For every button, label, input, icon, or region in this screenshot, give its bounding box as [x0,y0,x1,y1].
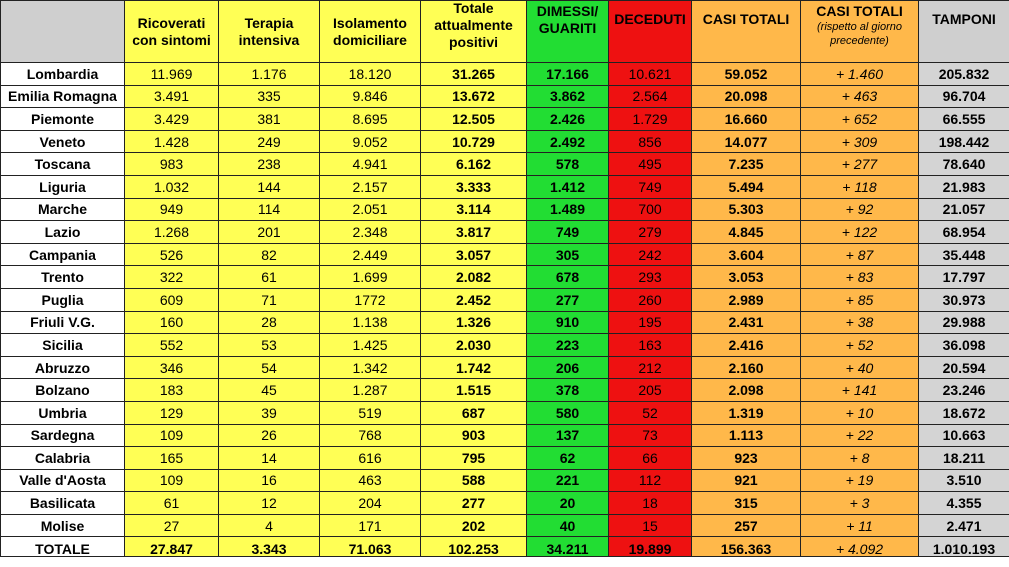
region-name: Campania [1,243,125,266]
cell-ricoverati: 11.969 [125,63,219,86]
cell-totale-positivi: 12.505 [421,108,527,131]
table-row [1,401,1009,424]
cell-casi-diff: + 85 [801,288,919,311]
cell-casi-totali: 315 [692,492,801,515]
table-row [1,198,1009,221]
region-name: Emilia Romagna [1,85,125,108]
cell-deceduti: 52 [609,401,692,424]
cell-terapia: 28 [219,311,320,334]
cell-ricoverati: 609 [125,288,219,311]
cell-totale-positivi: 3.057 [421,243,527,266]
table-row [1,469,1009,492]
cell-tamponi: 21.983 [919,175,1009,198]
cell-terapia: 82 [219,243,320,266]
table-row [1,311,1009,334]
cell-casi-diff: + 118 [801,175,919,198]
cell-isolamento: 204 [320,492,421,515]
total-casi-diff: + 4.092 [801,537,919,557]
cell-casi-diff: + 83 [801,266,919,289]
region-name: Lombardia [1,63,125,86]
cell-casi-diff: + 10 [801,401,919,424]
cell-casi-diff: + 277 [801,153,919,176]
total-tamponi: 1.010.193 [919,537,1009,557]
cell-casi-diff: + 8 [801,447,919,470]
cell-terapia: 144 [219,175,320,198]
cell-terapia: 201 [219,221,320,244]
cell-isolamento: 4.941 [320,153,421,176]
cell-terapia: 26 [219,424,320,447]
cell-totale-positivi: 277 [421,492,527,515]
total-casi-totali: 156.363 [692,537,801,557]
cell-totale-positivi: 3.114 [421,198,527,221]
region-name: Bolzano [1,379,125,402]
cell-tamponi: 198.442 [919,130,1009,153]
cell-totale-positivi: 1.742 [421,356,527,379]
cell-ricoverati: 983 [125,153,219,176]
cell-ricoverati: 165 [125,447,219,470]
cell-terapia: 53 [219,334,320,357]
cell-casi-totali: 20.098 [692,85,801,108]
table-row [1,63,1009,86]
cell-ricoverati: 526 [125,243,219,266]
table-row [1,288,1009,311]
cell-deceduti: 856 [609,130,692,153]
cell-casi-diff: + 463 [801,85,919,108]
cell-ricoverati: 3.429 [125,108,219,131]
cell-isolamento: 171 [320,514,421,537]
cell-tamponi: 18.672 [919,401,1009,424]
region-name: Puglia [1,288,125,311]
cell-dimessi: 277 [527,288,609,311]
cell-dimessi: 20 [527,492,609,515]
region-name: Toscana [1,153,125,176]
table-row [1,514,1009,537]
cell-casi-totali: 14.077 [692,130,801,153]
cell-ricoverati: 183 [125,379,219,402]
cell-casi-totali: 923 [692,447,801,470]
table-row [1,85,1009,108]
cell-isolamento: 1.287 [320,379,421,402]
table-row [1,356,1009,379]
cell-terapia: 14 [219,447,320,470]
cell-isolamento: 8.695 [320,108,421,131]
cell-totale-positivi: 6.162 [421,153,527,176]
cell-casi-totali: 257 [692,514,801,537]
cell-isolamento: 1.138 [320,311,421,334]
cell-terapia: 249 [219,130,320,153]
cell-dimessi: 137 [527,424,609,447]
region-name: Marche [1,198,125,221]
cell-terapia: 39 [219,401,320,424]
cell-deceduti: 66 [609,447,692,470]
region-name: Piemonte [1,108,125,131]
cell-dimessi: 3.862 [527,85,609,108]
cell-casi-totali: 2.098 [692,379,801,402]
cell-totale-positivi: 3.817 [421,221,527,244]
header-deceduti: DECEDUTI [609,1,692,63]
cell-tamponi: 20.594 [919,356,1009,379]
table-row [1,130,1009,153]
cell-terapia: 1.176 [219,63,320,86]
cell-ricoverati: 949 [125,198,219,221]
header-row [1,1,1009,63]
cell-ricoverati: 1.032 [125,175,219,198]
cell-casi-diff: + 22 [801,424,919,447]
table-row [1,492,1009,515]
region-name: Lazio [1,221,125,244]
cell-casi-diff: + 652 [801,108,919,131]
cell-deceduti: 293 [609,266,692,289]
region-name: Umbria [1,401,125,424]
header-casi-diff: CASI TOTALI (rispetto al giorno precedente) [801,1,919,63]
cell-ricoverati: 109 [125,424,219,447]
cell-deceduti: 163 [609,334,692,357]
cell-casi-totali: 7.235 [692,153,801,176]
cell-terapia: 12 [219,492,320,515]
cell-deceduti: 112 [609,469,692,492]
total-totale-positivi: 102.253 [421,537,527,557]
cell-dimessi: 40 [527,514,609,537]
cell-ricoverati: 1.268 [125,221,219,244]
cell-tamponi: 78.640 [919,153,1009,176]
header-casi-totali: CASI TOTALI [692,1,801,63]
cell-dimessi: 17.166 [527,63,609,86]
cell-ricoverati: 61 [125,492,219,515]
region-name: Liguria [1,175,125,198]
cell-deceduti: 495 [609,153,692,176]
cell-tamponi: 35.448 [919,243,1009,266]
total-deceduti: 19.899 [609,537,692,557]
cell-casi-diff: + 309 [801,130,919,153]
cell-isolamento: 1772 [320,288,421,311]
cell-casi-totali: 5.494 [692,175,801,198]
cell-terapia: 61 [219,266,320,289]
cell-isolamento: 1.699 [320,266,421,289]
cell-dimessi: 580 [527,401,609,424]
cell-ricoverati: 322 [125,266,219,289]
cell-casi-totali: 2.989 [692,288,801,311]
cell-casi-totali: 1.113 [692,424,801,447]
table-row [1,221,1009,244]
cell-dimessi: 206 [527,356,609,379]
cell-isolamento: 1.342 [320,356,421,379]
cell-dimessi: 910 [527,311,609,334]
header-totale-positivi: Totale attualmente positivi [421,1,527,63]
cell-casi-diff: + 40 [801,356,919,379]
cell-ricoverati: 346 [125,356,219,379]
cell-dimessi: 678 [527,266,609,289]
region-name: Friuli V.G. [1,311,125,334]
cell-casi-diff: + 3 [801,492,919,515]
cell-totale-positivi: 2.452 [421,288,527,311]
cell-casi-diff: + 92 [801,198,919,221]
cell-totale-positivi: 10.729 [421,130,527,153]
cell-deceduti: 205 [609,379,692,402]
header-tamponi: TAMPONI [919,1,1009,63]
region-name: Valle d'Aosta [1,469,125,492]
region-name: Sardegna [1,424,125,447]
cell-casi-diff: + 11 [801,514,919,537]
cell-dimessi: 1.489 [527,198,609,221]
cell-dimessi: 221 [527,469,609,492]
cell-deceduti: 73 [609,424,692,447]
cell-totale-positivi: 588 [421,469,527,492]
total-isolamento: 71.063 [320,537,421,557]
header-isolamento: Isolamento domiciliare [320,1,421,63]
region-name: Veneto [1,130,125,153]
cell-deceduti: 10.621 [609,63,692,86]
cell-isolamento: 519 [320,401,421,424]
header-terapia: Terapia intensiva [219,1,320,63]
total-row [1,537,1009,557]
cell-deceduti: 700 [609,198,692,221]
cell-casi-diff: + 141 [801,379,919,402]
header-dimessi: DIMESSI/ GUARITI [527,1,609,63]
total-dimessi: 34.211 [527,537,609,557]
cell-casi-totali: 921 [692,469,801,492]
cell-casi-totali: 3.053 [692,266,801,289]
cell-casi-totali: 3.604 [692,243,801,266]
cell-terapia: 45 [219,379,320,402]
cell-tamponi: 2.471 [919,514,1009,537]
region-name: Abruzzo [1,356,125,379]
total-terapia: 3.343 [219,537,320,557]
cell-deceduti: 195 [609,311,692,334]
cell-dimessi: 1.412 [527,175,609,198]
cell-dimessi: 2.492 [527,130,609,153]
region-name: Sicilia [1,334,125,357]
region-name: Trento [1,266,125,289]
cell-casi-diff: + 19 [801,469,919,492]
table-row [1,334,1009,357]
cell-totale-positivi: 1.326 [421,311,527,334]
cell-terapia: 71 [219,288,320,311]
cell-isolamento: 2.157 [320,175,421,198]
cell-isolamento: 2.348 [320,221,421,244]
cell-deceduti: 2.564 [609,85,692,108]
cell-isolamento: 9.846 [320,85,421,108]
total-label: TOTALE [1,537,125,557]
cell-totale-positivi: 13.672 [421,85,527,108]
cell-terapia: 16 [219,469,320,492]
cell-totale-positivi: 202 [421,514,527,537]
cell-totale-positivi: 903 [421,424,527,447]
cell-totale-positivi: 1.515 [421,379,527,402]
cell-casi-diff: + 52 [801,334,919,357]
cell-tamponi: 36.098 [919,334,1009,357]
cell-dimessi: 378 [527,379,609,402]
cell-isolamento: 9.052 [320,130,421,153]
cell-tamponi: 18.211 [919,447,1009,470]
cell-deceduti: 260 [609,288,692,311]
cell-isolamento: 2.449 [320,243,421,266]
cell-tamponi: 66.555 [919,108,1009,131]
cell-tamponi: 23.246 [919,379,1009,402]
cell-tamponi: 3.510 [919,469,1009,492]
cell-ricoverati: 552 [125,334,219,357]
cell-casi-diff: + 122 [801,221,919,244]
cell-casi-totali: 16.660 [692,108,801,131]
cell-deceduti: 749 [609,175,692,198]
cell-casi-diff: + 87 [801,243,919,266]
cell-casi-totali: 2.416 [692,334,801,357]
cell-dimessi: 749 [527,221,609,244]
header-ricoverati: Ricoverati con sintomi [125,1,219,63]
cell-totale-positivi: 795 [421,447,527,470]
cell-dimessi: 62 [527,447,609,470]
cell-terapia: 238 [219,153,320,176]
cell-tamponi: 29.988 [919,311,1009,334]
cell-tamponi: 17.797 [919,266,1009,289]
table-row [1,108,1009,131]
cell-tamponi: 21.057 [919,198,1009,221]
cell-totale-positivi: 2.082 [421,266,527,289]
cell-totale-positivi: 31.265 [421,63,527,86]
cell-deceduti: 18 [609,492,692,515]
cell-terapia: 335 [219,85,320,108]
cell-terapia: 381 [219,108,320,131]
table-row [1,447,1009,470]
table-row [1,266,1009,289]
region-name: Calabria [1,447,125,470]
cell-dimessi: 2.426 [527,108,609,131]
cell-casi-diff: + 38 [801,311,919,334]
cell-ricoverati: 129 [125,401,219,424]
cell-totale-positivi: 2.030 [421,334,527,357]
cell-deceduti: 15 [609,514,692,537]
cell-terapia: 114 [219,198,320,221]
cell-deceduti: 242 [609,243,692,266]
cell-tamponi: 96.704 [919,85,1009,108]
cell-casi-totali: 2.160 [692,356,801,379]
table-row [1,424,1009,447]
region-name: Basilicata [1,492,125,515]
cell-casi-totali: 2.431 [692,311,801,334]
cell-totale-positivi: 687 [421,401,527,424]
cell-ricoverati: 160 [125,311,219,334]
cell-casi-totali: 5.303 [692,198,801,221]
cell-ricoverati: 3.491 [125,85,219,108]
cell-isolamento: 768 [320,424,421,447]
cell-isolamento: 1.425 [320,334,421,357]
region-name: Molise [1,514,125,537]
cell-dimessi: 223 [527,334,609,357]
cell-tamponi: 30.973 [919,288,1009,311]
cell-isolamento: 616 [320,447,421,470]
cell-deceduti: 1.729 [609,108,692,131]
cell-ricoverati: 1.428 [125,130,219,153]
total-ricoverati: 27.847 [125,537,219,557]
cell-casi-totali: 1.319 [692,401,801,424]
cell-tamponi: 68.954 [919,221,1009,244]
cell-tamponi: 4.355 [919,492,1009,515]
cell-casi-totali: 59.052 [692,63,801,86]
cell-terapia: 4 [219,514,320,537]
cell-isolamento: 18.120 [320,63,421,86]
cell-isolamento: 2.051 [320,198,421,221]
cell-casi-totali: 4.845 [692,221,801,244]
cell-deceduti: 212 [609,356,692,379]
header-region [1,1,125,63]
table-row [1,379,1009,402]
cell-totale-positivi: 3.333 [421,175,527,198]
cell-ricoverati: 27 [125,514,219,537]
cell-deceduti: 279 [609,221,692,244]
cell-terapia: 54 [219,356,320,379]
table-row [1,153,1009,176]
cell-isolamento: 463 [320,469,421,492]
cell-tamponi: 205.832 [919,63,1009,86]
cell-dimessi: 305 [527,243,609,266]
table-row [1,175,1009,198]
table-row [1,243,1009,266]
cell-casi-diff: + 1.460 [801,63,919,86]
cell-ricoverati: 109 [125,469,219,492]
cell-dimessi: 578 [527,153,609,176]
cell-tamponi: 10.663 [919,424,1009,447]
